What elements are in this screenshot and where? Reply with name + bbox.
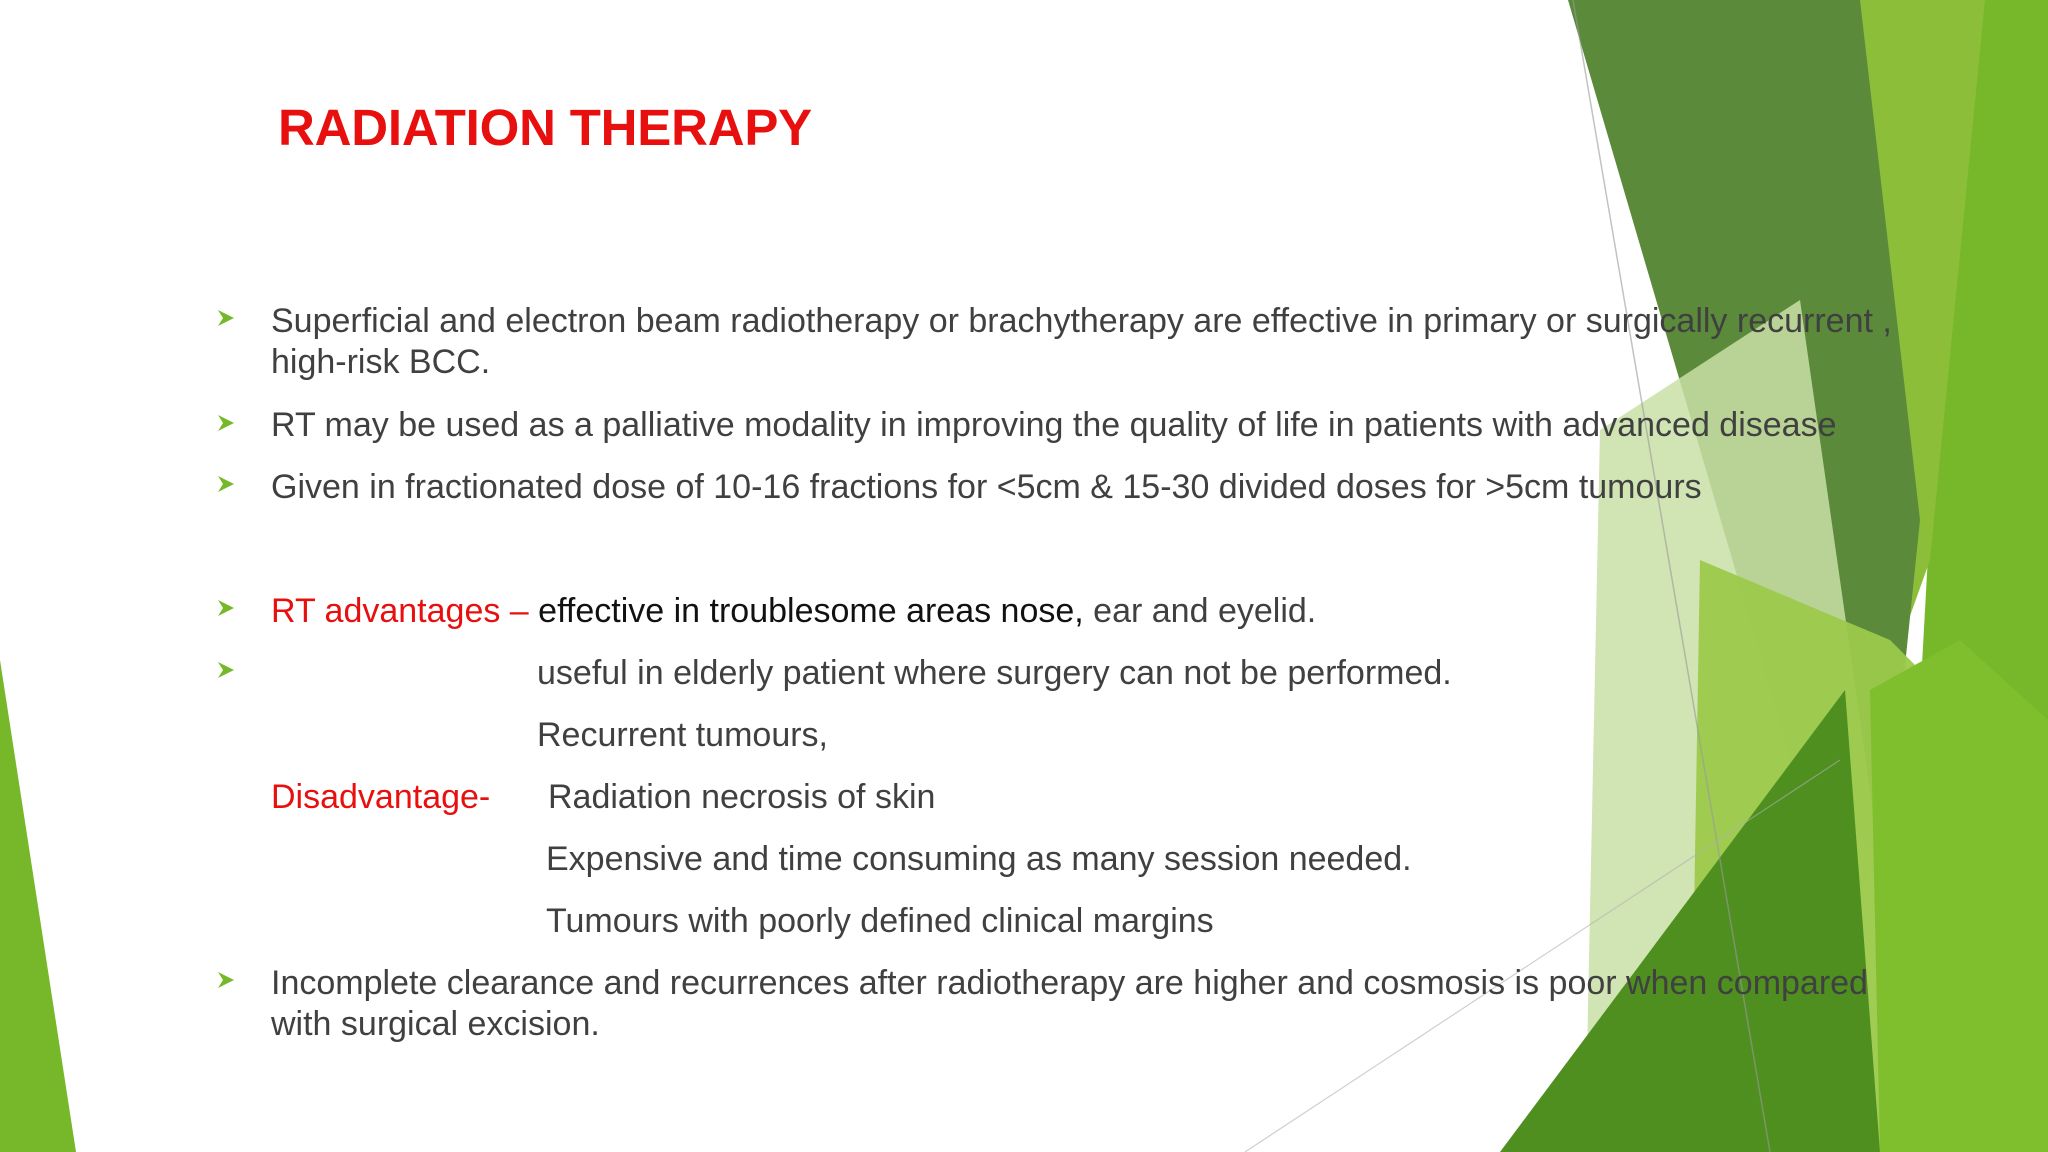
bullet-rt-effective-line2: high-risk BCC. bbox=[271, 343, 491, 381]
advantages-text-dark: effective in troublesome areas nose, bbox=[538, 592, 1084, 630]
slide-title: RADIATION THERAPY bbox=[278, 99, 812, 156]
bullet-palliative: RT may be used as a palliative modality in improving the quality of life in patients with advanced disease bbox=[271, 406, 1837, 444]
arrowhead-bullet-icon bbox=[216, 660, 236, 680]
left-green-shape bbox=[0, 660, 76, 1152]
arrowhead-bullet-icon bbox=[216, 474, 236, 494]
advantage-recurrent: Recurrent tumours, bbox=[537, 716, 828, 754]
bullet-rt-effective-line1: Superficial and electron beam radiotherapy or brachytherapy are effective in primary or surgically recurrent , bbox=[271, 302, 1892, 340]
arrowhead-bullet-icon bbox=[216, 308, 236, 328]
arrowhead-bullet-icon bbox=[216, 413, 236, 433]
arrowhead-bullet-icon bbox=[216, 970, 236, 990]
bullet-rt-advantages bbox=[271, 591, 1316, 632]
disadvantage-necrosis: Radiation necrosis of skin bbox=[548, 778, 936, 816]
bullet-incomplete-clearance-line1: Incomplete clearance and recurrences after radiotherapy are higher and cosmosis is poor when compared bbox=[271, 964, 1868, 1002]
arrowhead-bullet-icon bbox=[216, 598, 236, 618]
disadvantage-margins: Tumours with poorly defined clinical margins bbox=[546, 902, 1214, 940]
disadvantage-label: Disadvantage- bbox=[271, 778, 491, 816]
bullet-fractionated-dose: Given in fractionated dose of 10-16 fractions for <5cm & 15-30 divided doses for >5cm tumours bbox=[271, 468, 1702, 506]
advantages-label: RT advantages – bbox=[271, 592, 539, 630]
advantage-elderly: useful in elderly patient where surgery can not be performed. bbox=[537, 654, 1452, 692]
bullet-incomplete-clearance-line2: with surgical excision. bbox=[271, 1005, 600, 1043]
right-bottom-bright-shape bbox=[1870, 640, 2048, 1152]
advantages-text-rest: ear and eyelid. bbox=[1083, 592, 1317, 630]
disadvantage-expensive: Expensive and time consuming as many session needed. bbox=[546, 840, 1412, 878]
